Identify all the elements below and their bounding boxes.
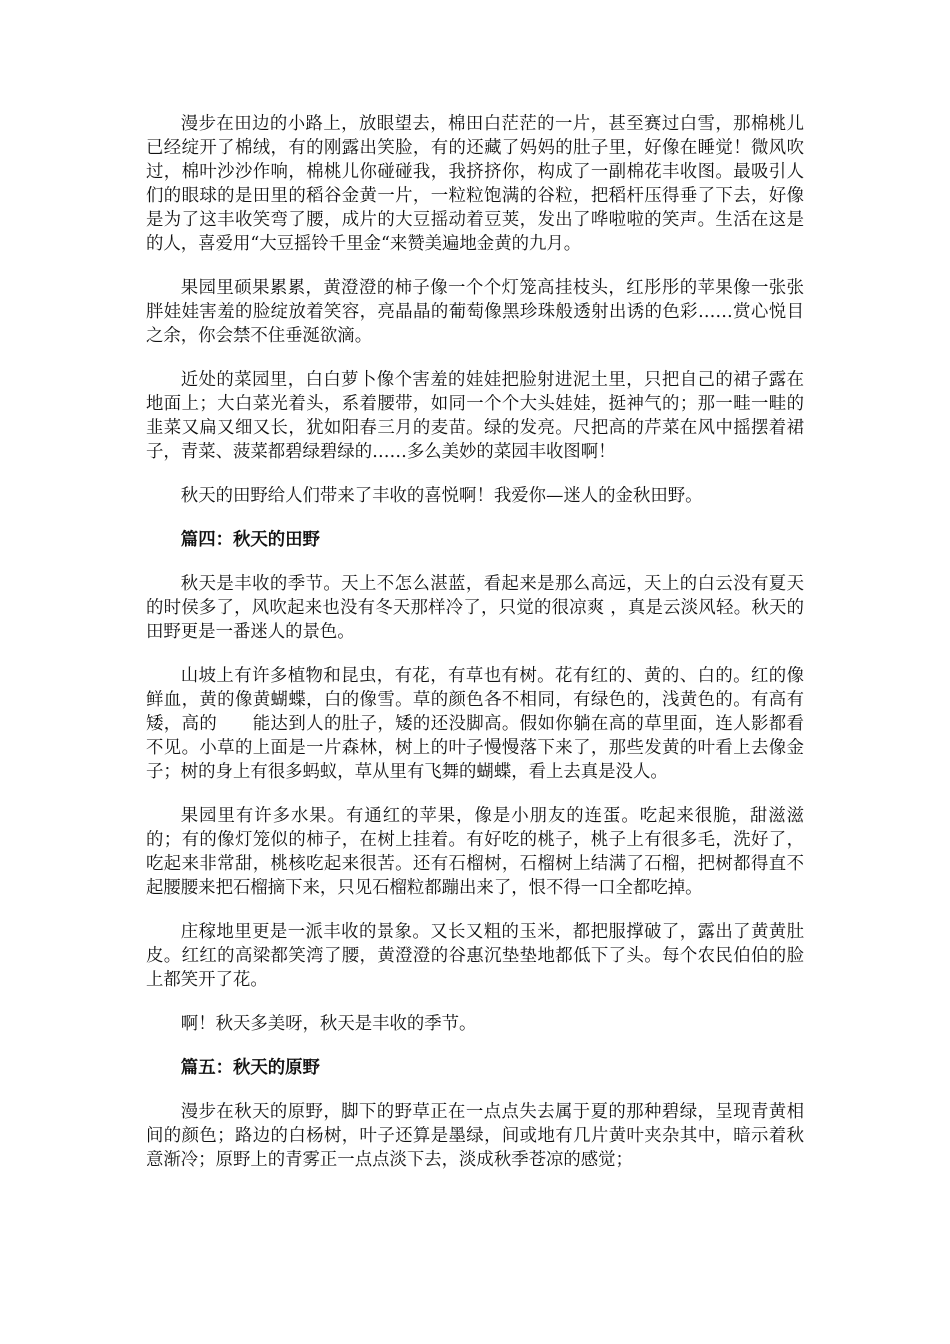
paragraph-hillside: 山坡上有许多植物和昆虫，有花，有草也有树。花有红的、黄的、白的。红的像鲜血，黄的像黄蝴蝶，白的像雪。草的颜色各不相同，有绿色的，浅黄色的。有高有矮，高的 能达到人的肚子，矮的还没脚高。假如你躺在高的草里面，连人影都看不见。小草的上面是一片森林，树上的叶子慢慢落下来了，那些发黄的叶看上去像金子；树的身上有很多蚂蚁，草从里有飞舞的蝴蝶，看上去真是没人。 [146, 666, 804, 782]
document-page [146, 112, 804, 1192]
paragraph-autumn-wilderness: 漫步在秋天的原野，脚下的野草正在一点点失去属于夏的那种碧绿，呈现青黄相间的颜色；路边的白杨树，叶子还算是墨绿，间或地有几片黄叶夹杂其中，暗示着秋意渐冷；原野上的青雾正一点点淡下去，淡成秋季苍凉的感觉； [146, 1102, 804, 1170]
paragraph-fruit-garden: 果园里有许多水果。有通红的苹果，像是小朋友的连蛋。吃起来很脆，甜滋滋的；有的像灯笼似的柿子，在树上挂着。有好吃的桃子，桃子上有很多毛，洗好了，吃起来非常甜，桃核吃起来很苦。还有石榴树，石榴树上结满了石榴，把树都得直不起腰腰来把石榴摘下来，只见石榴粒都蹦出来了，恨不得一口全都吃掉。 [146, 806, 804, 898]
section-heading-part4: 篇四：秋天的田野 [180, 530, 320, 550]
paragraph-orchard: 果园里硕果累累，黄澄澄的柿子像一个个灯笼高挂枝头，红彤彤的苹果像一张张胖娃娃害羞的脸绽放着笑容，亮晶晶的葡萄像黑珍珠般透射出诱的色彩……赏心悦目之余，你会禁不住垂涎欲滴。 [146, 278, 804, 346]
paragraph-autumn-beauty: 啊！秋天多美呀，秋天是丰收的季节。 [180, 1014, 477, 1034]
paragraph-cotton-field: 漫步在田边的小路上，放眼望去，棉田白茫茫的一片，甚至赛过白雪，那棉桃儿已经绽开了棉绒，有的刚露出笑脸，有的还藏了妈妈的肚子里，好像在睡觉！微风吹过，棉叶沙沙作响，棉桃儿你碰碰我，我挤挤你，构成了一副棉花丰收图。最吸引人们的眼球的是田里的稻谷金黄一片，一粒粒饱满的谷粒，把稻杆压得垂了下去，好像是为了这丰收笑弯了腰，成片的大豆摇动着豆荚，发出了哗啦啦的笑声。生活在这是的人，喜爱用“大豆摇铃千里金“来赞美遍地金黄的九月。 [146, 114, 804, 254]
section-heading-part5: 篇五：秋天的原野 [180, 1058, 320, 1078]
paragraph-vegetable-garden: 近处的菜园里，白白萝卜像个害羞的娃娃把脸射进泥土里，只把自己的裙子露在地面上；大白菜光着头，系着腰带，如同一个个大头娃娃，挺神气的；那一畦一畦的韭菜又扁又细又长，犹如阳春三月的麦苗。绿的发亮。尺把高的芹菜在风中摇摆着裙子，青菜、菠菜都碧绿碧绿的……多么美妙的菜园丰收图啊！ [146, 370, 804, 462]
paragraph-autumn-joy: 秋天的田野给人们带来了丰收的喜悦啊！我爱你—迷人的金秋田野。 [180, 486, 703, 506]
paragraph-crop-field: 庄稼地里更是一派丰收的景象。又长又粗的玉米，都把服撑破了，露出了黄黄肚皮。红红的高梁都笑湾了腰，黄澄澄的谷惠沉垫垫地都低下了头。每个农民伯伯的脸上都笑开了花。 [146, 922, 804, 990]
paragraph-harvest-season: 秋天是丰收的季节。天上不怎么湛蓝，看起来是那么高远，天上的白云没有夏天的时侯多了，风吹起来也没有冬天那样冷了，只觉的很凉爽 ，真是云淡风轻。秋天的田野更是一番迷人的景色。 [146, 574, 804, 642]
